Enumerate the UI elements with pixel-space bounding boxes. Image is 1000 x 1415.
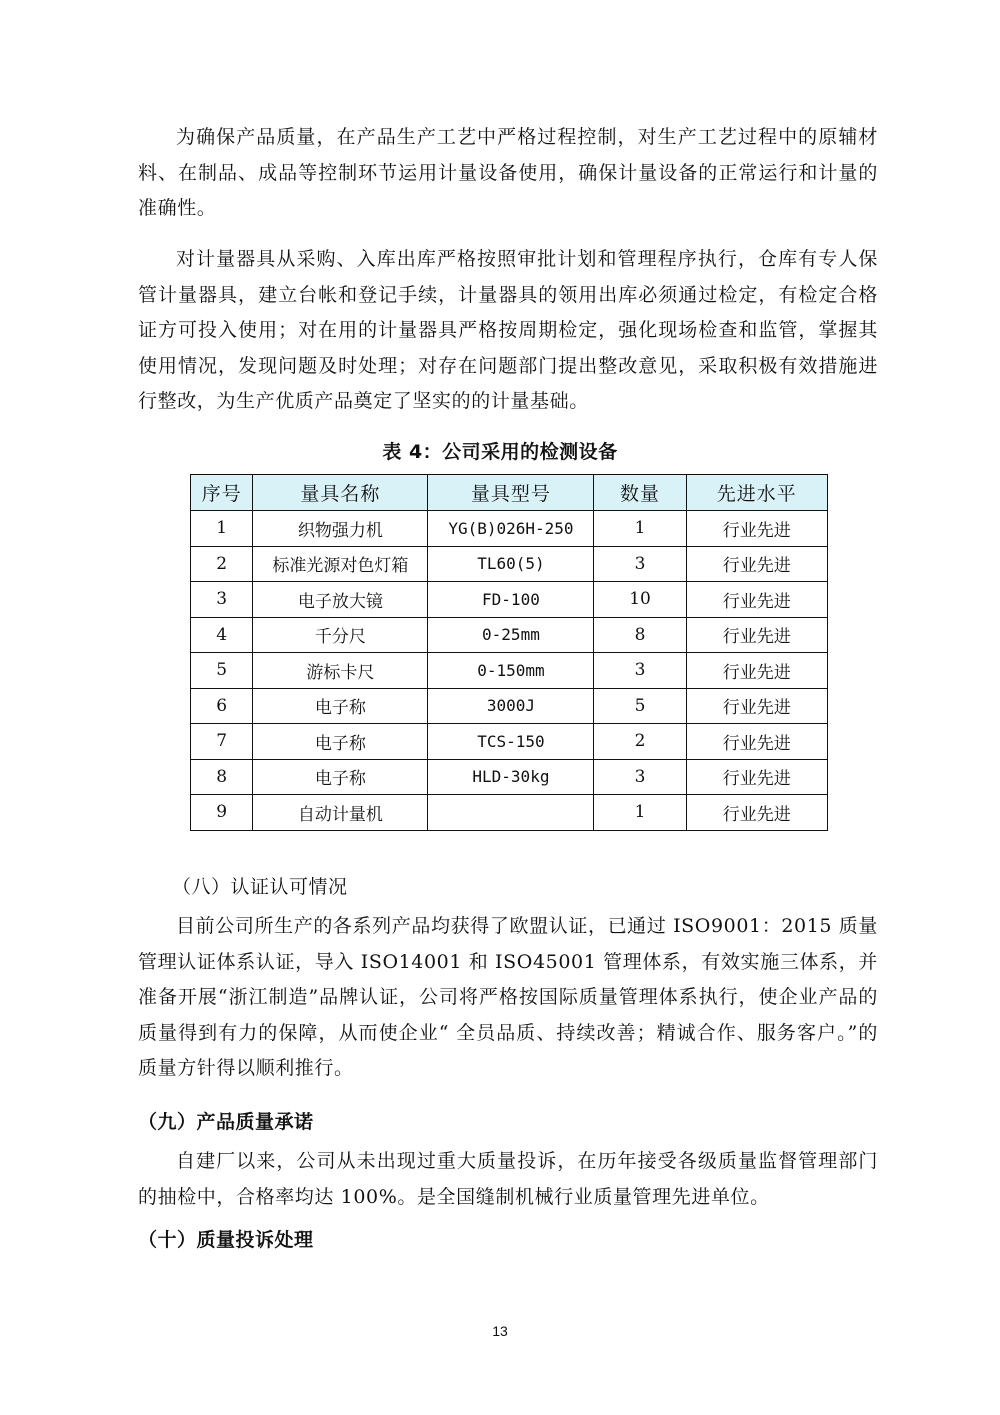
cell-quantity: 3 <box>594 759 686 795</box>
cell-model: 0-25mm <box>428 617 594 653</box>
cell-model <box>428 795 594 831</box>
cell-level: 行业先进 <box>686 795 827 831</box>
section-heading-certification: （八）认证认可情况 <box>172 876 348 898</box>
cell-model: YG(B)026H-250 <box>428 511 594 547</box>
cell-index: 5 <box>191 653 253 689</box>
table-row <box>191 795 828 831</box>
cell-index: 3 <box>191 582 253 618</box>
cell-level: 行业先进 <box>686 511 827 547</box>
cell-model: TL60(5) <box>428 546 594 582</box>
column-header-level: 先进水平 <box>686 475 827 511</box>
cell-model: FD-100 <box>428 582 594 618</box>
cell-index: 7 <box>191 724 253 760</box>
cell-quantity: 1 <box>594 795 686 831</box>
column-header-name: 量具名称 <box>253 475 428 511</box>
paragraph-measuring-instruments: 对计量器具从采购、入库出库严格按照审批计划和管理程序执行，仓库有专人保管计量器具，建立台帐和登记手续，计量器具的领用出库必须通过检定，有检定合格证方可投入使用；对在用的计量器具严格按周期检定，强化现场检查和监管，掌握其使用情况，发现问题及时处理；对存在问题部门提出整改意见，采取积极有效措施进行整改，为生产优质产品奠定了坚实的的计量基础。 <box>138 248 878 412</box>
cell-index: 1 <box>191 511 253 547</box>
table-row <box>191 546 828 582</box>
cell-model: 3000J <box>428 688 594 724</box>
paragraph-certification: 目前公司所生产的各系列产品均获得了欧盟认证，已通过 ISO9001：2015 质量管理认证体系认证，导入 ISO14001 和 ISO45001 管理体系，有效实施三体系，并准备开展“浙江制造”品牌认证，公司将严格按国际质量管理体系执行，使企业产品的质量得到有力的保障，从而使企业“ 全员品质、持续改善；精诚合作、服务客户。”的质量方针得以顺利推行。 <box>138 915 878 1079</box>
table-caption: 表 4：公司采用的检测设备 <box>382 441 618 463</box>
table-row <box>191 511 828 547</box>
cell-name: 游标卡尺 <box>253 653 428 689</box>
cell-name: 电子放大镜 <box>253 582 428 618</box>
column-header-model: 量具型号 <box>428 475 594 511</box>
paragraph-process-control: 为确保产品质量，在产品生产工艺中严格过程控制，对生产工艺过程中的原辅材料、在制品、成品等控制环节运用计量设备使用，确保计量设备的正常运行和计量的准确性。 <box>138 126 878 219</box>
cell-level: 行业先进 <box>686 582 827 618</box>
equipment-table <box>190 474 828 831</box>
cell-index: 4 <box>191 617 253 653</box>
section-heading-quality-commitment: （九）产品质量承诺 <box>138 1111 314 1133</box>
page-number: 13 <box>492 1323 508 1339</box>
cell-name: 织物强力机 <box>253 511 428 547</box>
cell-quantity: 8 <box>594 617 686 653</box>
cell-name: 电子称 <box>253 688 428 724</box>
cell-name: 电子称 <box>253 724 428 760</box>
cell-quantity: 3 <box>594 546 686 582</box>
cell-index: 9 <box>191 795 253 831</box>
cell-level: 行业先进 <box>686 617 827 653</box>
table-row <box>191 582 828 618</box>
column-header-quantity: 数量 <box>594 475 686 511</box>
cell-model: 0-150mm <box>428 653 594 689</box>
table-row <box>191 617 828 653</box>
cell-quantity: 3 <box>594 653 686 689</box>
cell-level: 行业先进 <box>686 546 827 582</box>
cell-name: 自动计量机 <box>253 795 428 831</box>
table-row <box>191 724 828 760</box>
table-row <box>191 759 828 795</box>
table-row <box>191 653 828 689</box>
table-header-row <box>191 475 828 511</box>
cell-index: 2 <box>191 546 253 582</box>
section-heading-complaint-handling: （十）质量投诉处理 <box>138 1229 314 1251</box>
cell-name: 标准光源对色灯箱 <box>253 546 428 582</box>
cell-quantity: 5 <box>594 688 686 724</box>
cell-level: 行业先进 <box>686 688 827 724</box>
paragraph-quality-commitment: 自建厂以来，公司从未出现过重大质量投诉，在历年接受各级质量监督管理部门的抽检中，合格率均达 100%。是全国缝制机械行业质量管理先进单位。 <box>138 1150 878 1208</box>
cell-quantity: 10 <box>594 582 686 618</box>
cell-quantity: 1 <box>594 511 686 547</box>
cell-level: 行业先进 <box>686 724 827 760</box>
cell-level: 行业先进 <box>686 653 827 689</box>
column-header-index: 序号 <box>191 475 253 511</box>
cell-name: 电子称 <box>253 759 428 795</box>
cell-index: 8 <box>191 759 253 795</box>
cell-quantity: 2 <box>594 724 686 760</box>
cell-model: HLD-30kg <box>428 759 594 795</box>
cell-level: 行业先进 <box>686 759 827 795</box>
cell-model: TCS-150 <box>428 724 594 760</box>
cell-index: 6 <box>191 688 253 724</box>
table-row <box>191 688 828 724</box>
cell-name: 千分尺 <box>253 617 428 653</box>
